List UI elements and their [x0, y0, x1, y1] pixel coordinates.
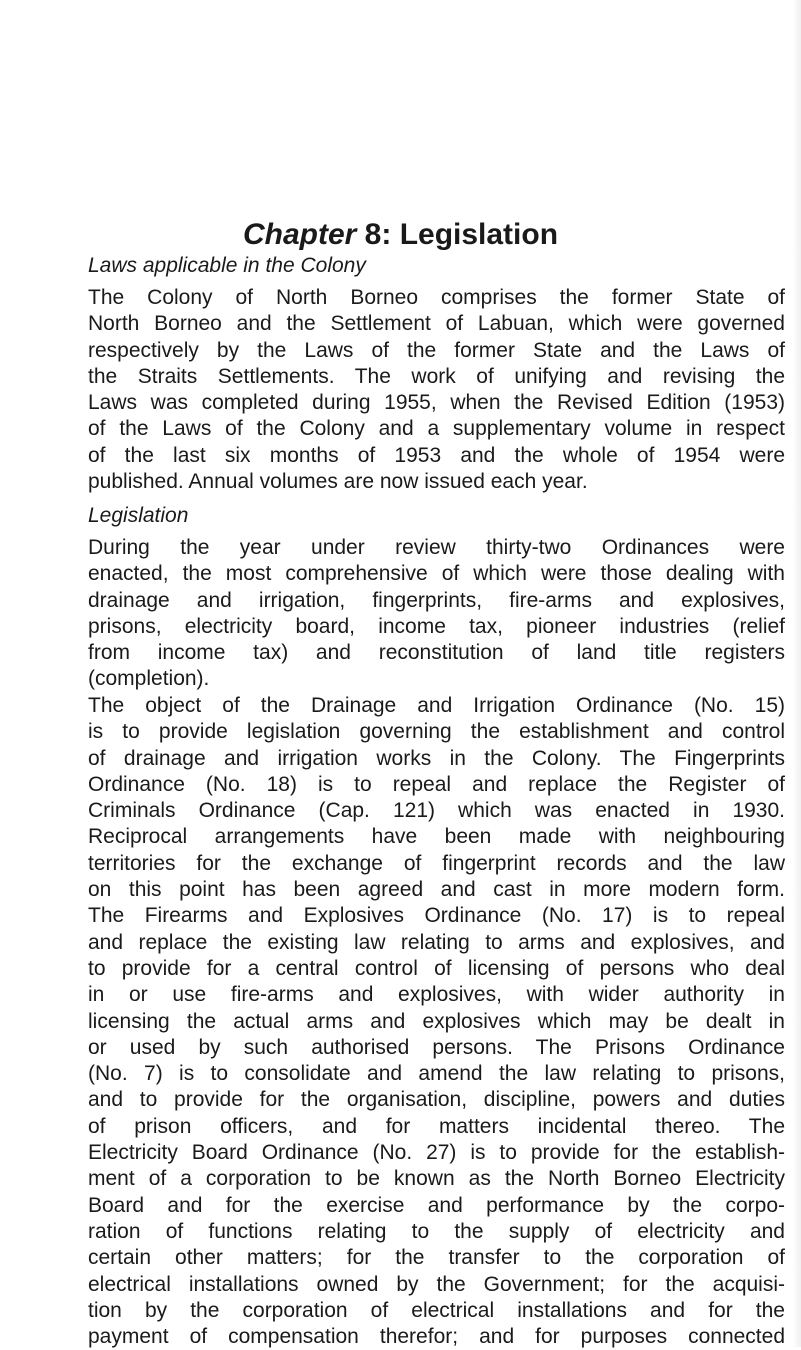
text-line: in or use fire-arms and explosives, with wider authority in: [88, 983, 785, 1007]
text-line: of the Laws of the Colony and a supplementary volume in respect: [88, 417, 785, 441]
text-line: and replace the existing law relating to arms and explosives, and: [88, 930, 785, 954]
text-line: licensing the actual arms and explosives which may be dealt in: [88, 1009, 785, 1033]
text-line: is to provide legislation governing the establishment and control: [88, 720, 785, 744]
text-line: The Colony of North Borneo comprises the former State of: [88, 286, 785, 309]
scan-edge-shadow: [793, 0, 801, 1347]
text-line: territories for the exchange of fingerprint records and the law: [88, 851, 785, 875]
chapter-number: 8:: [364, 218, 392, 252]
text-line: The object of the Drainage and Irrigation Ordinance (No. 15): [88, 694, 785, 717]
section-heading-legislation: Legislation: [88, 504, 189, 527]
text-line: prisons, electricity board, income tax, pioneer industries (relief: [88, 614, 785, 638]
text-line: (No. 7) is to consolidate and amend the law relating to prisons,: [88, 1062, 785, 1086]
text-line: published. Annual volumes are now issued each year.: [88, 470, 588, 494]
text-line: of prison officers, and for matters incidental thereo. The: [88, 1114, 785, 1138]
text-line: ration of functions relating to the supply of electricity and: [88, 1219, 785, 1243]
paragraph-ordinances-detail: [88, 693, 785, 1350]
section-heading-laws-applicable: Laws applicable in the Colony: [88, 254, 366, 277]
text-line: Reciprocal arrangements have been made with neighbouring: [88, 825, 785, 849]
text-line: payment of compensation therefor; and for purposes connected: [88, 1325, 785, 1349]
text-line: to provide for a central control of licensing of persons who deal: [88, 956, 785, 980]
paragraph-legislation-overview: [88, 535, 785, 693]
text-line: the Straits Settlements. The work of unifying and revising the: [88, 364, 785, 388]
text-line: enacted, the most comprehensive of which were those dealing with: [88, 562, 785, 586]
text-line: electrical installations owned by the Government; for the acquisi-: [88, 1272, 785, 1296]
text-line: of drainage and irrigation works in the Colony. The Fingerprints: [88, 746, 785, 770]
text-line: drainage and irrigation, fingerprints, fire-arms and explosives,: [88, 588, 785, 612]
text-line: tion by the corporation of electrical installations and for the: [88, 1298, 785, 1322]
text-line: ment of a corporation to be known as the North Borneo Electricity: [88, 1167, 785, 1191]
text-line: and to provide for the organisation, discipline, powers and duties: [88, 1088, 785, 1112]
text-line: Board and for the exercise and performance by the corpo-: [88, 1193, 785, 1217]
text-line: Criminals Ordinance (Cap. 121) which was enacted in 1930.: [88, 799, 785, 823]
chapter-title: [0, 215, 801, 255]
text-line: Laws was completed during 1955, when the Revised Edition (1953): [88, 391, 785, 415]
text-line: Electricity Board Ordinance (No. 27) is to provide for the establish-: [88, 1141, 785, 1165]
text-line: During the year under review thirty-two Ordinances were: [88, 536, 785, 559]
text-line: from income tax) and reconstitution of land title registers: [88, 641, 785, 665]
chapter-name: Legislation: [399, 218, 559, 252]
paragraph-laws-applicable: [88, 285, 785, 495]
text-line: certain other matters; for the transfer to the corporation of: [88, 1246, 785, 1270]
text-line: North Borneo and the Settlement of Labuan, which were governed: [88, 312, 785, 336]
text-line: Ordinance (No. 18) is to repeal and replace the Register of: [88, 772, 785, 796]
text-line: or used by such authorised persons. The Prisons Ordinance: [88, 1035, 785, 1059]
text-line: The Firearms and Explosives Ordinance (No. 17) is to repeal: [88, 904, 785, 928]
chapter-label: Chapter: [242, 218, 357, 252]
text-line: on this point has been agreed and cast in more modern form.: [88, 878, 785, 902]
text-line: of the last six months of 1953 and the whole of 1954 were: [88, 443, 785, 467]
text-line: respectively by the Laws of the former State and the Laws of: [88, 338, 785, 362]
text-line: (completion).: [88, 667, 210, 691]
